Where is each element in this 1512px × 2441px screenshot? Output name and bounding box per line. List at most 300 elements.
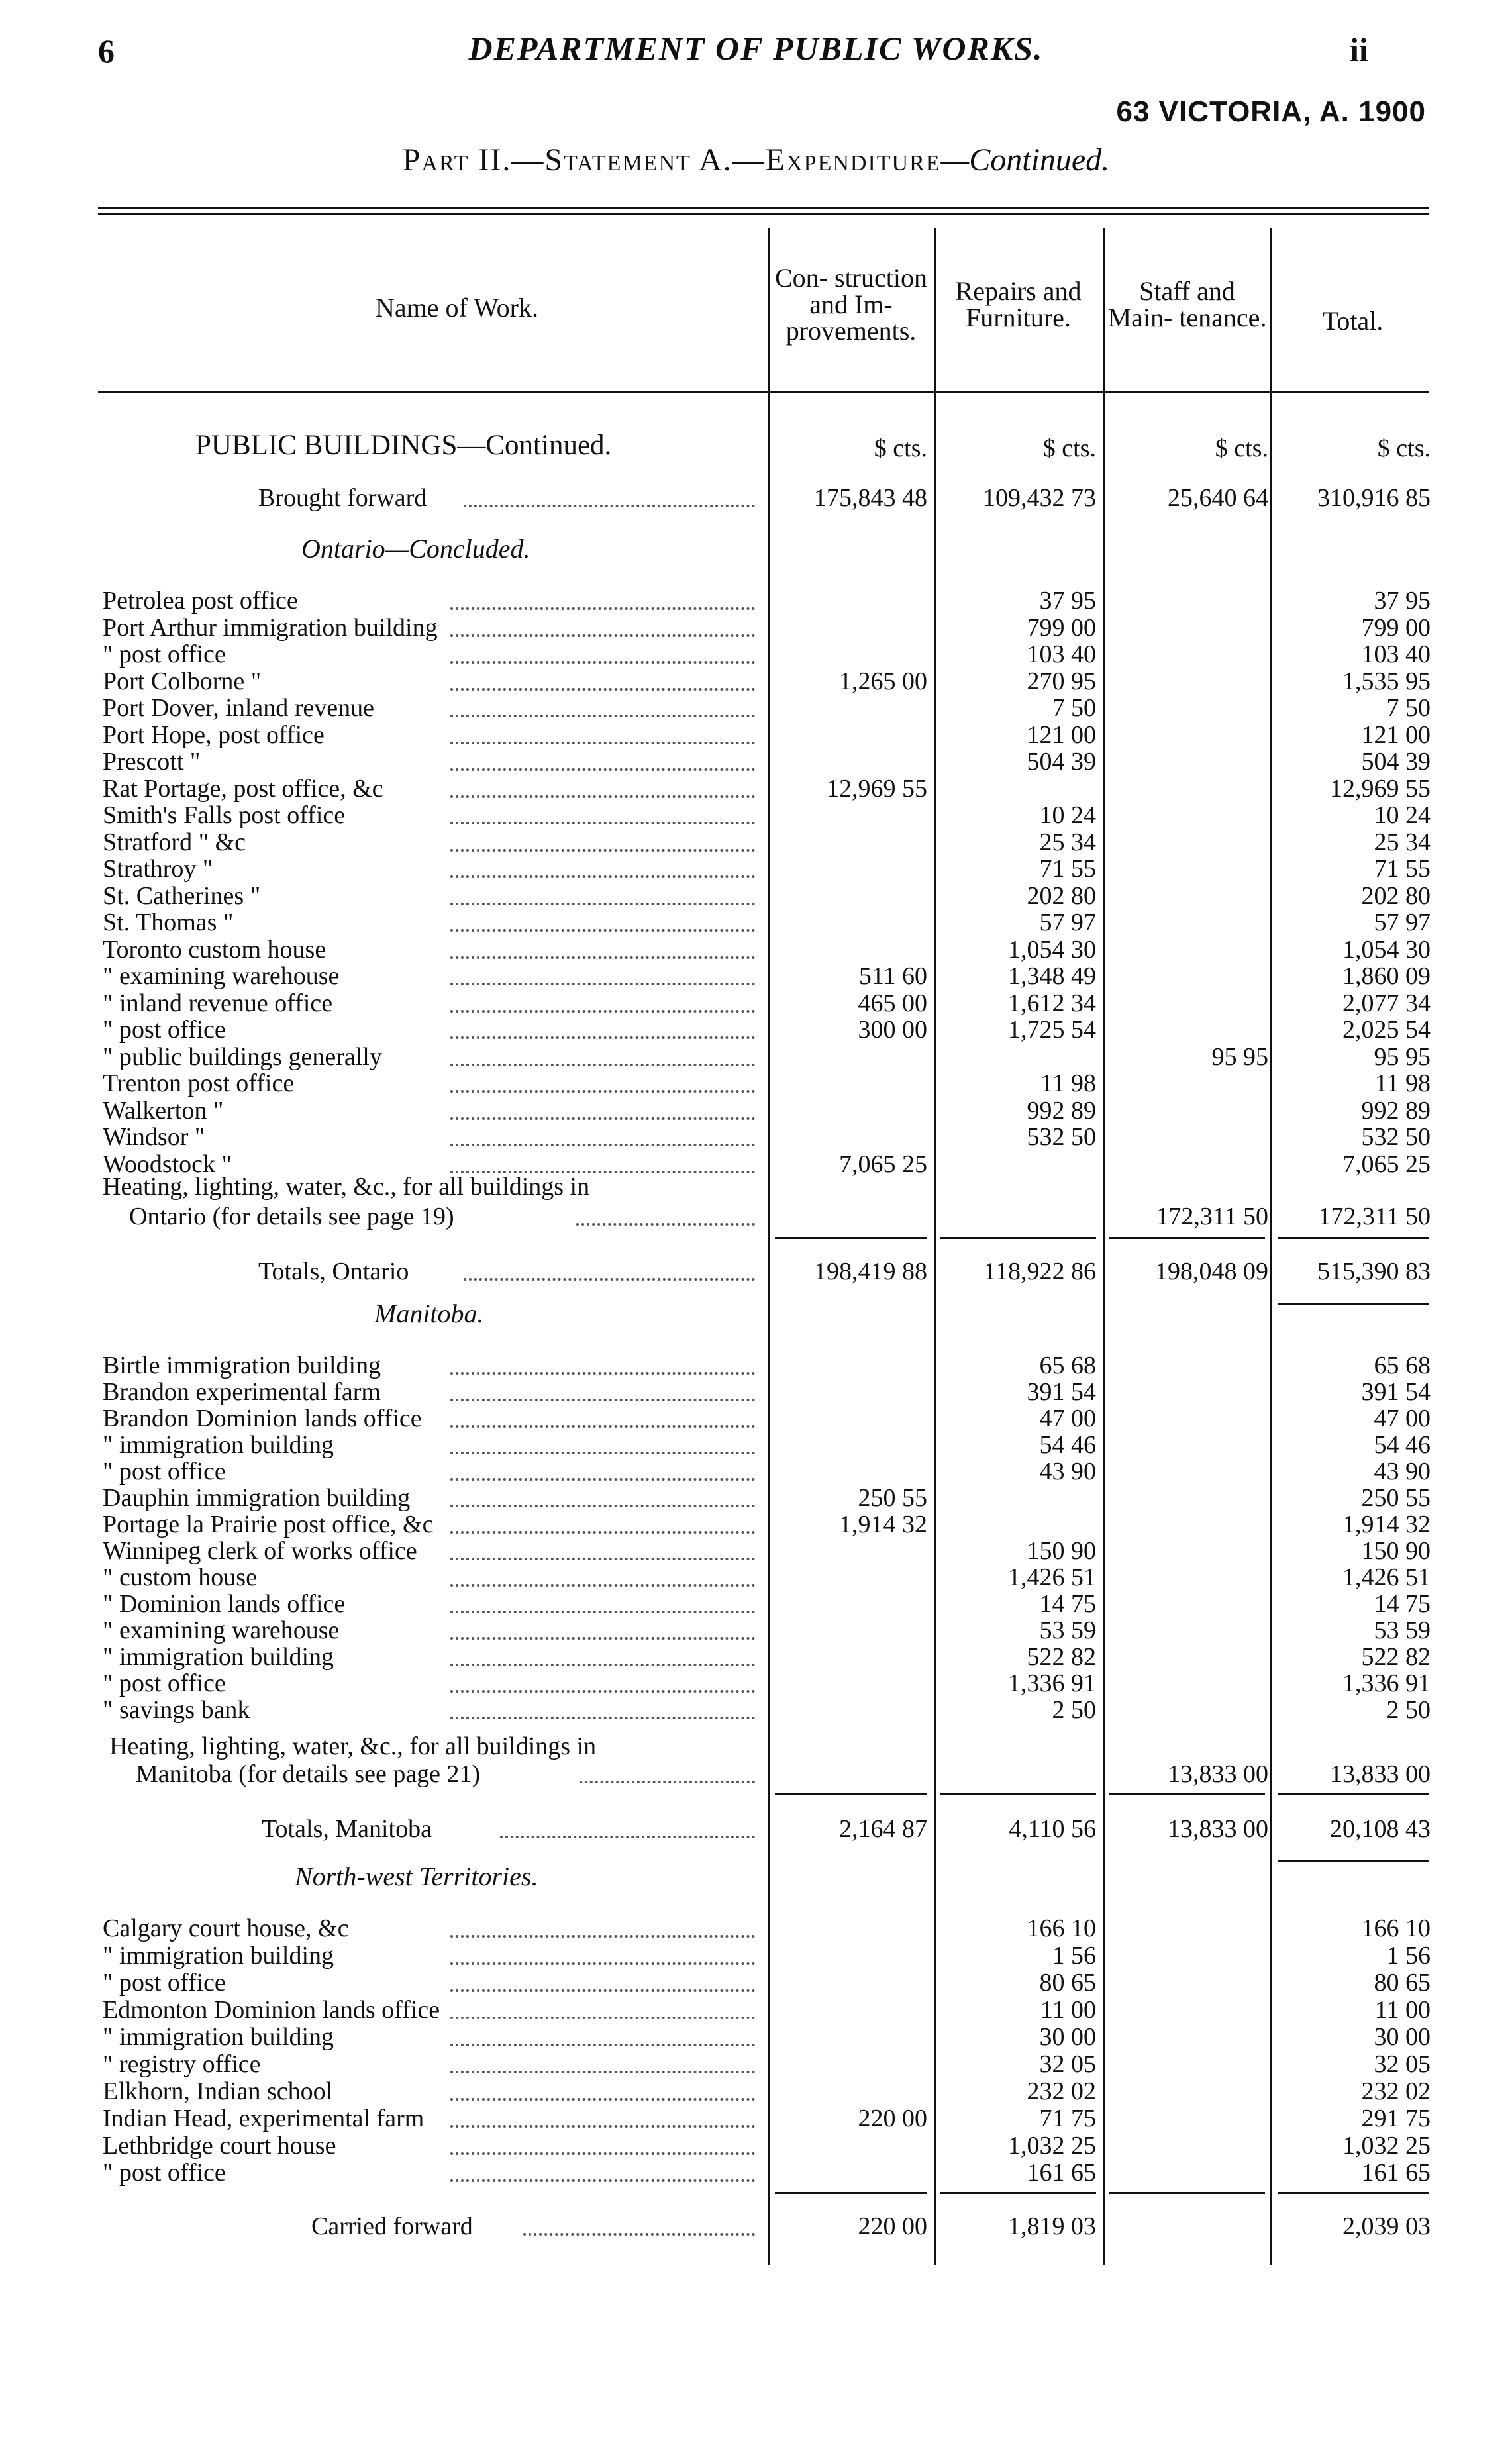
sum-rule xyxy=(775,2192,927,2194)
leader-dots xyxy=(450,1949,755,1965)
leader-dots xyxy=(450,2139,755,2155)
row-total: 992 89 xyxy=(1361,1096,1431,1124)
row-construction: 220 00 xyxy=(858,2105,927,2132)
row-total: 43 90 xyxy=(1374,1458,1431,1485)
row-label: " registry office xyxy=(103,2050,261,2078)
row-label: " examining warehouse xyxy=(103,1617,340,1644)
row-label: Toronto custom house xyxy=(103,935,327,964)
sum-rule xyxy=(1278,1237,1429,1239)
sum-rule xyxy=(1109,2192,1265,2194)
row-total: 1 56 xyxy=(1386,1942,1431,1969)
row-total: 799 00 xyxy=(1361,613,1431,642)
leader-dots xyxy=(450,782,755,798)
row-total: 7,065 25 xyxy=(1342,1150,1431,1178)
leader-dots xyxy=(450,2112,755,2128)
row-label: Prescott " xyxy=(103,748,201,775)
row-label: " Dominion lands office xyxy=(103,1590,346,1618)
row-repairs: 10 24 xyxy=(1039,801,1096,829)
table-row xyxy=(0,2050,1512,2076)
table-row xyxy=(0,908,1512,934)
row-label: " inland revenue office xyxy=(103,989,333,1017)
row-label: " immigration building xyxy=(103,1643,334,1671)
sum-rule xyxy=(775,1237,927,1239)
row-repairs: 1,426 51 xyxy=(1008,1564,1096,1591)
table-row xyxy=(0,1377,1512,1404)
table-row xyxy=(0,1536,1512,1563)
leader-dots xyxy=(450,1412,755,1428)
header-repairs: Repairs and Furniture. xyxy=(955,276,1082,332)
ontario-heating-text2: Ontario (for details see page 19) xyxy=(129,1203,454,1230)
row-repairs: 57 97 xyxy=(1039,909,1096,936)
row-total: 232 02 xyxy=(1361,2077,1431,2105)
row-repairs: 11 98 xyxy=(1040,1070,1096,1097)
row-label: Port Colborne " xyxy=(103,667,262,695)
leader-dots xyxy=(450,1359,755,1375)
leader-dots xyxy=(450,2085,755,2101)
manitoba-heating-c3: 13,833 00 xyxy=(1168,1760,1268,1788)
manitoba-heating-total: 13,833 00 xyxy=(1330,1760,1431,1788)
leader-dots xyxy=(450,1677,755,1693)
row-total: 103 40 xyxy=(1361,640,1431,668)
header-name-of-work: Name of Work. xyxy=(376,293,538,323)
row-total: 250 55 xyxy=(1361,1484,1431,1512)
row-repairs: 1,054 30 xyxy=(1008,935,1096,964)
row-label: St. Thomas " xyxy=(103,909,234,936)
row-repairs: 166 10 xyxy=(1027,1915,1096,1942)
leader-dots xyxy=(450,997,755,1013)
row-repairs: 37 95 xyxy=(1039,587,1096,615)
row-total: 291 75 xyxy=(1361,2105,1431,2132)
ontario-totals-c2: 118,922 86 xyxy=(983,1258,1096,1285)
leader-dots xyxy=(450,701,755,717)
table-row xyxy=(0,1914,1512,1940)
manitoba-totals-row xyxy=(0,1815,1512,1841)
row-label: St. Catherines " xyxy=(103,881,261,910)
ontario-heading-text: Ontario—Concluded. xyxy=(301,534,530,564)
row-construction: 12,969 55 xyxy=(827,774,927,803)
leader-dots xyxy=(450,1050,755,1066)
row-total: 47 00 xyxy=(1374,1405,1431,1432)
row-label: Elkhorn, Indian school xyxy=(103,2077,333,2105)
leader-dots xyxy=(450,1703,755,1719)
leader-dots xyxy=(464,491,755,507)
leader-dots xyxy=(450,621,755,637)
row-total: 1,054 30 xyxy=(1342,935,1431,964)
leader-dots xyxy=(450,755,755,771)
table-row xyxy=(0,721,1512,747)
carried-forward-total: 2,039 03 xyxy=(1342,2213,1431,2240)
manitoba-heading xyxy=(374,1298,484,1329)
row-total: 504 39 xyxy=(1361,748,1431,775)
carried-forward-row xyxy=(0,2212,1512,2238)
leader-dots xyxy=(450,2030,755,2046)
leader-dots xyxy=(450,1922,755,1938)
table-row xyxy=(0,962,1512,988)
row-total: 65 68 xyxy=(1374,1352,1431,1379)
row-construction: 300 00 xyxy=(858,1016,927,1044)
row-label: " post office xyxy=(103,1458,226,1485)
row-repairs: 992 89 xyxy=(1027,1096,1096,1124)
section-heading: PUBLIC BUILDINGS—Continued. xyxy=(195,430,612,461)
row-repairs: 532 50 xyxy=(1027,1123,1096,1151)
row-total: 57 97 xyxy=(1374,909,1431,936)
leader-dots xyxy=(576,1210,755,1226)
carried-forward-c2: 1,819 03 xyxy=(1008,2213,1096,2240)
brought-forward-row xyxy=(0,483,1512,510)
row-repairs: 47 00 xyxy=(1039,1405,1096,1432)
row-label: " post office xyxy=(103,1016,226,1044)
sum-rule xyxy=(1109,1793,1265,1795)
leader-dots xyxy=(450,728,755,744)
leader-dots xyxy=(450,809,755,824)
table-row xyxy=(0,1042,1512,1069)
leader-dots xyxy=(450,1023,755,1039)
row-label: " post office xyxy=(103,640,226,668)
brought-forward-c2: 109,432 73 xyxy=(983,484,1096,512)
table-row xyxy=(0,586,1512,613)
ontario-totals-label: Totals, Ontario xyxy=(258,1258,409,1285)
row-total: 12,969 55 xyxy=(1330,774,1431,803)
row-repairs: 71 55 xyxy=(1039,855,1096,883)
row-repairs: 522 82 xyxy=(1027,1643,1096,1671)
units-c2: $ cts. xyxy=(1042,434,1096,462)
table-row xyxy=(0,989,1512,1015)
manitoba-totals-c1: 2,164 87 xyxy=(839,1815,927,1843)
row-label: Windsor " xyxy=(103,1123,205,1151)
table-row xyxy=(0,1404,1512,1430)
leader-dots xyxy=(450,943,755,959)
leader-dots xyxy=(450,2003,755,2019)
row-label: Port Dover, inland revenue xyxy=(103,694,375,722)
row-repairs: 103 40 xyxy=(1027,640,1096,668)
row-label: Dauphin immigration building xyxy=(103,1484,411,1512)
leader-dots xyxy=(450,1438,755,1454)
row-repairs: 121 00 xyxy=(1027,721,1096,749)
row-total: 1,426 51 xyxy=(1342,1564,1431,1591)
table-row xyxy=(0,1589,1512,1616)
nwt-heading-text: North-west Territories. xyxy=(295,1862,538,1891)
row-construction: 250 55 xyxy=(858,1484,927,1512)
row-total: 11 98 xyxy=(1374,1070,1431,1097)
row-repairs: 161 65 xyxy=(1027,2159,1096,2187)
header-total: Total. xyxy=(1322,306,1384,336)
leader-dots xyxy=(450,1624,755,1640)
ontario-totals-c1: 198,419 88 xyxy=(814,1258,927,1285)
row-label: Calgary court house, &c xyxy=(103,1915,349,1942)
table-row xyxy=(0,667,1512,693)
row-total: 1,860 09 xyxy=(1342,962,1431,990)
row-label: " immigration building xyxy=(103,1431,334,1459)
row-label: Rat Portage, post office, &c xyxy=(103,774,383,803)
ontario-totals-row xyxy=(0,1257,1512,1283)
row-label: Port Hope, post office xyxy=(103,721,325,749)
brought-forward-c3: 25,640 64 xyxy=(1168,484,1268,512)
header-bottom-rule xyxy=(98,391,1429,393)
roman-page-number: ii xyxy=(1350,31,1368,68)
row-total: 37 95 xyxy=(1374,587,1431,615)
units-c1: $ cts. xyxy=(874,434,927,462)
row-label: " savings bank xyxy=(103,1696,250,1724)
row-label: " post office xyxy=(103,1969,226,1997)
header-construction: Con- struction and Im- provements. xyxy=(775,263,927,346)
row-total: 1,914 32 xyxy=(1342,1511,1431,1538)
row-repairs: 202 80 xyxy=(1027,881,1096,910)
leader-dots xyxy=(450,2058,755,2073)
table-row xyxy=(0,774,1512,801)
table-row xyxy=(0,1457,1512,1483)
row-repairs: 11 00 xyxy=(1040,1996,1096,2024)
table-row xyxy=(0,1941,1512,1968)
leader-dots xyxy=(450,1491,755,1507)
table-row xyxy=(0,1669,1512,1695)
table-row xyxy=(0,2022,1512,2049)
row-total: 30 00 xyxy=(1374,2023,1431,2051)
row-total: 11 00 xyxy=(1374,1996,1431,2024)
row-label: Petrolea post office xyxy=(103,587,298,615)
row-repairs: 232 02 xyxy=(1027,2077,1096,2105)
row-staff: 95 95 xyxy=(1211,1042,1268,1071)
ontario-heating-row xyxy=(0,1202,1512,1228)
row-label: Birtle immigration building xyxy=(103,1352,381,1379)
row-label: Strathroy " xyxy=(103,855,213,883)
row-repairs: 1,032 25 xyxy=(1008,2132,1096,2160)
leader-dots xyxy=(450,1650,755,1666)
leader-dots xyxy=(523,2220,755,2236)
row-repairs: 150 90 xyxy=(1027,1537,1096,1565)
leader-dots xyxy=(450,836,755,852)
table-row xyxy=(0,693,1512,720)
table-row xyxy=(0,613,1512,640)
row-repairs: 53 59 xyxy=(1039,1617,1096,1644)
sum-rule xyxy=(1278,1860,1429,1862)
row-total: 80 65 xyxy=(1374,1969,1431,1997)
row-total: 10 24 xyxy=(1374,801,1431,829)
table-row xyxy=(0,1069,1512,1095)
row-label: Brandon experimental farm xyxy=(103,1378,381,1406)
leader-dots xyxy=(450,1130,755,1146)
row-total: 161 65 xyxy=(1361,2159,1431,2187)
table-row xyxy=(0,2104,1512,2130)
row-label: Winnipeg clerk of works office xyxy=(103,1537,417,1565)
units-total: $ cts. xyxy=(1377,434,1431,462)
page-number: 6 xyxy=(98,32,115,70)
table-row xyxy=(0,1510,1512,1536)
manitoba-totals-c2: 4,110 56 xyxy=(1009,1815,1096,1843)
row-label: Port Arthur immigration building xyxy=(103,613,438,642)
leader-dots xyxy=(450,675,755,691)
row-label: Portage la Prairie post office, &c xyxy=(103,1511,434,1538)
part-title xyxy=(0,142,1512,178)
table-row xyxy=(0,854,1512,881)
leader-dots xyxy=(450,1465,755,1481)
leader-dots xyxy=(450,1077,755,1093)
manitoba-heating-row xyxy=(0,1760,1512,1786)
row-label: " immigration building xyxy=(103,2023,334,2051)
table-row xyxy=(0,640,1512,666)
table-row xyxy=(0,1995,1512,2022)
manitoba-heating-text1: Heating, lighting, water, &c., for all buildings in xyxy=(109,1732,597,1760)
row-total: 532 50 xyxy=(1361,1123,1431,1151)
row-label: Edmonton Dominion lands office xyxy=(103,1996,440,2024)
ontario-heading xyxy=(301,533,530,564)
top-rule xyxy=(98,207,1429,209)
row-total: 32 05 xyxy=(1374,2050,1431,2078)
row-label: Indian Head, experimental farm xyxy=(103,2105,425,2132)
row-repairs: 799 00 xyxy=(1027,613,1096,642)
row-label: Smith's Falls post office xyxy=(103,801,346,829)
leader-dots xyxy=(450,648,755,664)
row-label: " immigration building xyxy=(103,1942,334,1969)
row-repairs: 14 75 xyxy=(1039,1590,1096,1618)
leader-dots xyxy=(450,1518,755,1534)
row-total: 121 00 xyxy=(1361,721,1431,749)
table-row xyxy=(0,801,1512,827)
row-repairs: 30 00 xyxy=(1039,2023,1096,2051)
row-label: " examining warehouse xyxy=(103,962,340,990)
leader-dots xyxy=(450,916,755,932)
row-repairs: 1,336 91 xyxy=(1008,1669,1096,1697)
table-row xyxy=(0,1096,1512,1122)
leader-dots xyxy=(450,1976,755,1992)
leader-dots xyxy=(450,1571,755,1587)
row-total: 2,077 34 xyxy=(1342,989,1431,1017)
sum-rule xyxy=(940,2192,1096,2194)
department-title: DEPARTMENT OF PUBLIC WORKS. xyxy=(468,30,1044,67)
row-repairs: 80 65 xyxy=(1039,1969,1096,1997)
row-construction: 1,265 00 xyxy=(839,667,927,695)
units-c3: $ cts. xyxy=(1215,434,1268,462)
session-label: 63 VICTORIA, A. 1900 xyxy=(1116,95,1426,128)
row-total: 1,336 91 xyxy=(1342,1669,1431,1697)
row-repairs: 43 90 xyxy=(1039,1458,1096,1485)
row-total: 2 50 xyxy=(1386,1696,1431,1724)
brought-forward-total: 310,916 85 xyxy=(1317,484,1431,512)
ontario-heating-total: 172,311 50 xyxy=(1318,1203,1431,1230)
leader-dots xyxy=(450,1158,755,1173)
row-label: Woodstock " xyxy=(103,1150,232,1178)
row-repairs: 7 50 xyxy=(1052,694,1096,722)
table-row xyxy=(0,747,1512,773)
row-total: 1,535 95 xyxy=(1342,667,1431,695)
row-label: Trenton post office xyxy=(103,1070,295,1097)
leader-dots xyxy=(464,1265,755,1281)
row-total: 7 50 xyxy=(1386,694,1431,722)
table-row xyxy=(0,828,1512,854)
leader-dots xyxy=(450,1597,755,1613)
leader-dots xyxy=(500,1822,755,1838)
sum-rule xyxy=(1278,1793,1429,1795)
row-repairs: 1,725 54 xyxy=(1008,1016,1096,1044)
row-construction: 1,914 32 xyxy=(839,1511,927,1538)
row-total: 2,025 54 xyxy=(1342,1016,1431,1044)
row-label: " post office xyxy=(103,1669,226,1697)
carried-forward-c1: 220 00 xyxy=(858,2213,927,2240)
manitoba-totals-c3: 13,833 00 xyxy=(1168,1815,1268,1843)
table-row xyxy=(0,2077,1512,2103)
top-rule-thin xyxy=(98,213,1429,215)
sum-rule xyxy=(1109,1237,1265,1239)
table-row xyxy=(0,1015,1512,1042)
row-total: 95 95 xyxy=(1374,1042,1431,1071)
sum-rule xyxy=(940,1237,1096,1239)
row-total: 391 54 xyxy=(1361,1378,1431,1406)
row-total: 1,032 25 xyxy=(1342,2132,1431,2160)
row-repairs: 1,348 49 xyxy=(1008,962,1096,990)
row-repairs: 65 68 xyxy=(1039,1352,1096,1379)
row-total: 25 34 xyxy=(1374,828,1431,856)
row-label: Walkerton " xyxy=(103,1096,224,1124)
table-row xyxy=(0,1430,1512,1457)
leader-dots xyxy=(450,594,755,610)
ontario-heating-c3: 172,311 50 xyxy=(1156,1203,1268,1230)
manitoba-heating-text2: Manitoba (for details see page 21) xyxy=(136,1760,481,1788)
table-row xyxy=(0,1351,1512,1377)
ontario-heating-line1 xyxy=(0,1172,1512,1199)
row-repairs: 1,612 34 xyxy=(1008,989,1096,1017)
row-repairs: 71 75 xyxy=(1039,2105,1096,2132)
row-repairs: 25 34 xyxy=(1039,828,1096,856)
row-total: 522 82 xyxy=(1361,1643,1431,1671)
row-construction: 7,065 25 xyxy=(839,1150,927,1178)
leader-dots xyxy=(450,1385,755,1401)
row-repairs: 504 39 xyxy=(1027,748,1096,775)
sum-rule xyxy=(775,1793,927,1795)
row-label: " public buildings generally xyxy=(103,1042,382,1071)
leader-dots xyxy=(580,1768,755,1783)
row-label: Stratford " &c xyxy=(103,828,246,856)
sum-rule xyxy=(940,1793,1096,1795)
row-construction: 465 00 xyxy=(858,989,927,1017)
row-total: 166 10 xyxy=(1361,1915,1431,1942)
manitoba-totals-label: Totals, Manitoba xyxy=(262,1815,432,1843)
row-total: 53 59 xyxy=(1374,1617,1431,1644)
table-row xyxy=(0,1968,1512,1995)
table-row xyxy=(0,935,1512,962)
row-total: 71 55 xyxy=(1374,855,1431,883)
brought-forward-label: Brought forward xyxy=(258,484,427,512)
row-repairs: 32 05 xyxy=(1039,2050,1096,2078)
sum-rule xyxy=(1278,2192,1429,2194)
row-total: 54 46 xyxy=(1374,1431,1431,1459)
row-total: 202 80 xyxy=(1361,881,1431,910)
ontario-heating-text1: Heating, lighting, water, &c., for all buildings in xyxy=(103,1173,590,1201)
brought-forward-c1: 175,843 48 xyxy=(814,484,927,512)
row-repairs: 270 95 xyxy=(1027,667,1096,695)
table-row xyxy=(0,2131,1512,2158)
manitoba-heading-text: Manitoba. xyxy=(374,1299,484,1328)
table-row xyxy=(0,1695,1512,1722)
row-label: " post office xyxy=(103,2159,226,2187)
part-title-main: Part II.—Statement A.—Expenditure xyxy=(402,142,941,177)
leader-dots xyxy=(450,862,755,878)
leader-dots xyxy=(450,1544,755,1560)
row-repairs: 391 54 xyxy=(1027,1378,1096,1406)
ontario-totals-total: 515,390 83 xyxy=(1317,1258,1431,1285)
sum-rule xyxy=(1278,1303,1429,1305)
row-label: " custom house xyxy=(103,1564,257,1591)
manitoba-totals-total: 20,108 43 xyxy=(1330,1815,1431,1843)
table-row xyxy=(0,1616,1512,1642)
row-label: Brandon Dominion lands office xyxy=(103,1405,422,1432)
row-label: Lethbridge court house xyxy=(103,2132,336,2160)
carried-forward-label: Carried forward xyxy=(311,2213,473,2240)
nwt-heading xyxy=(295,1861,538,1892)
row-construction: 511 60 xyxy=(858,962,927,990)
row-repairs: 1 56 xyxy=(1052,1942,1096,1969)
leader-dots xyxy=(450,889,755,905)
leader-dots xyxy=(450,970,755,985)
table-row xyxy=(0,1122,1512,1149)
